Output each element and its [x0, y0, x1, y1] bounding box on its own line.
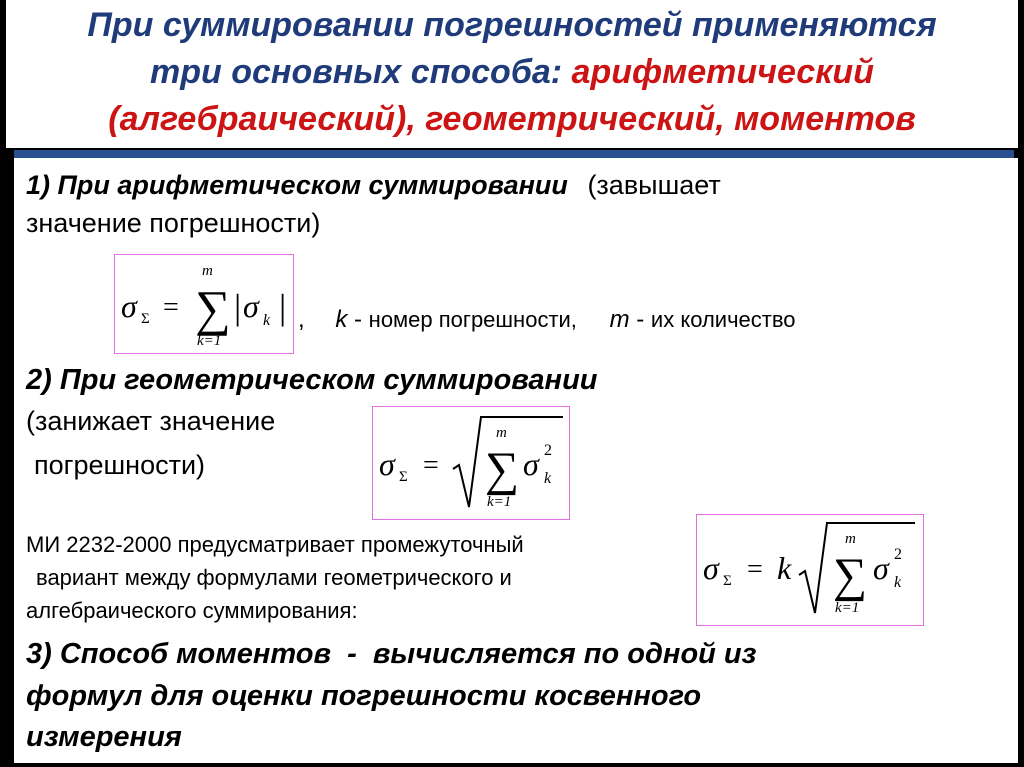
- f2-term-sup: 2: [544, 442, 552, 459]
- formula-geometric-svg: [373, 407, 569, 519]
- section3-line3: измерения: [26, 721, 182, 753]
- f1-sum: ∑: [195, 280, 231, 336]
- f2-upper: m: [496, 425, 507, 441]
- title-panel: [6, 0, 1018, 148]
- section2-note-line1: (занижает значение: [26, 406, 276, 436]
- section3-line2: формул для оценки погрешности косвенного: [26, 680, 702, 712]
- f1-abs-left: |: [234, 287, 242, 327]
- f3-term: σ: [873, 550, 889, 586]
- k-dash: -: [347, 306, 369, 333]
- f3-k: k: [777, 550, 792, 586]
- f1-sigma-sub: Σ: [141, 311, 150, 327]
- title-divider: [14, 150, 1014, 158]
- f1-equals: =: [163, 292, 179, 323]
- mi-line1: МИ 2232-2000 предусматривает промежуточный: [26, 532, 524, 557]
- f1-abs-right: |: [279, 287, 287, 327]
- content-panel: [14, 158, 1018, 763]
- title-line-2-prefix: три основных способа:: [150, 53, 572, 91]
- f3-sigma-sub: Σ: [723, 573, 732, 589]
- f3-lower: k=1: [835, 600, 860, 616]
- title-line-1: При суммировании погрешностей применяются: [87, 6, 937, 44]
- f1-sigma: σ: [121, 288, 137, 324]
- f3-sum: ∑: [833, 549, 868, 602]
- title-line-2: [6, 49, 1018, 96]
- f2-term-sub: k: [544, 470, 552, 487]
- section2-heading: 2) При геометрическом суммировании: [26, 364, 598, 396]
- f2-term: σ: [523, 446, 539, 482]
- f1-term: σ: [243, 288, 259, 324]
- slide-title: [6, 2, 1018, 143]
- f2-sigma-sub: Σ: [399, 469, 408, 485]
- section1-heading: 1) При арифметическом суммировании: [26, 170, 568, 200]
- section2-note-line2: погрешности): [34, 450, 206, 480]
- f2-lower: k=1: [487, 494, 512, 510]
- f3-upper: m: [845, 531, 856, 547]
- formula-geometric: [372, 406, 570, 520]
- f3-term-sub: k: [894, 574, 902, 591]
- m-dash: -: [629, 306, 651, 333]
- section1-definitions: [298, 306, 796, 334]
- formula-intermediate: [696, 514, 924, 626]
- f3-sigma: σ: [703, 550, 719, 586]
- f2-sigma: σ: [379, 446, 395, 482]
- k-symbol: k: [335, 306, 348, 333]
- section3-line1: 3) Способ моментов - вычисляется по одной из: [26, 638, 757, 670]
- formula-arithmetic-svg: [115, 255, 293, 353]
- f1-upper: m: [202, 263, 213, 279]
- f2-equals: =: [423, 450, 439, 481]
- formula-intermediate-svg: [697, 515, 923, 625]
- mi-line3: алгебраического суммирования:: [26, 598, 358, 623]
- f2-sum: ∑: [485, 443, 520, 496]
- mi-line2: вариант между формулами геометрического и: [36, 565, 512, 590]
- m-symbol: m: [609, 306, 630, 333]
- title-accent-arithmetic: арифметический: [571, 53, 874, 91]
- title-line-3: (алгебраический), геометрический, моментов: [108, 100, 916, 138]
- m-description: их количество: [650, 307, 796, 332]
- k-description: номер погрешности,: [368, 307, 577, 332]
- f1-comma: ,: [298, 306, 305, 333]
- f1-term-sub: k: [263, 312, 271, 329]
- f1-lower: k=1: [197, 333, 222, 349]
- f3-term-sup: 2: [894, 546, 902, 563]
- section1-heading-line: [26, 170, 721, 201]
- section1-note-part1: (завышает: [587, 170, 721, 200]
- formula-arithmetic: [114, 254, 294, 354]
- section1-note-part2: значение погрешности): [26, 208, 321, 238]
- f3-equals: =: [747, 554, 763, 585]
